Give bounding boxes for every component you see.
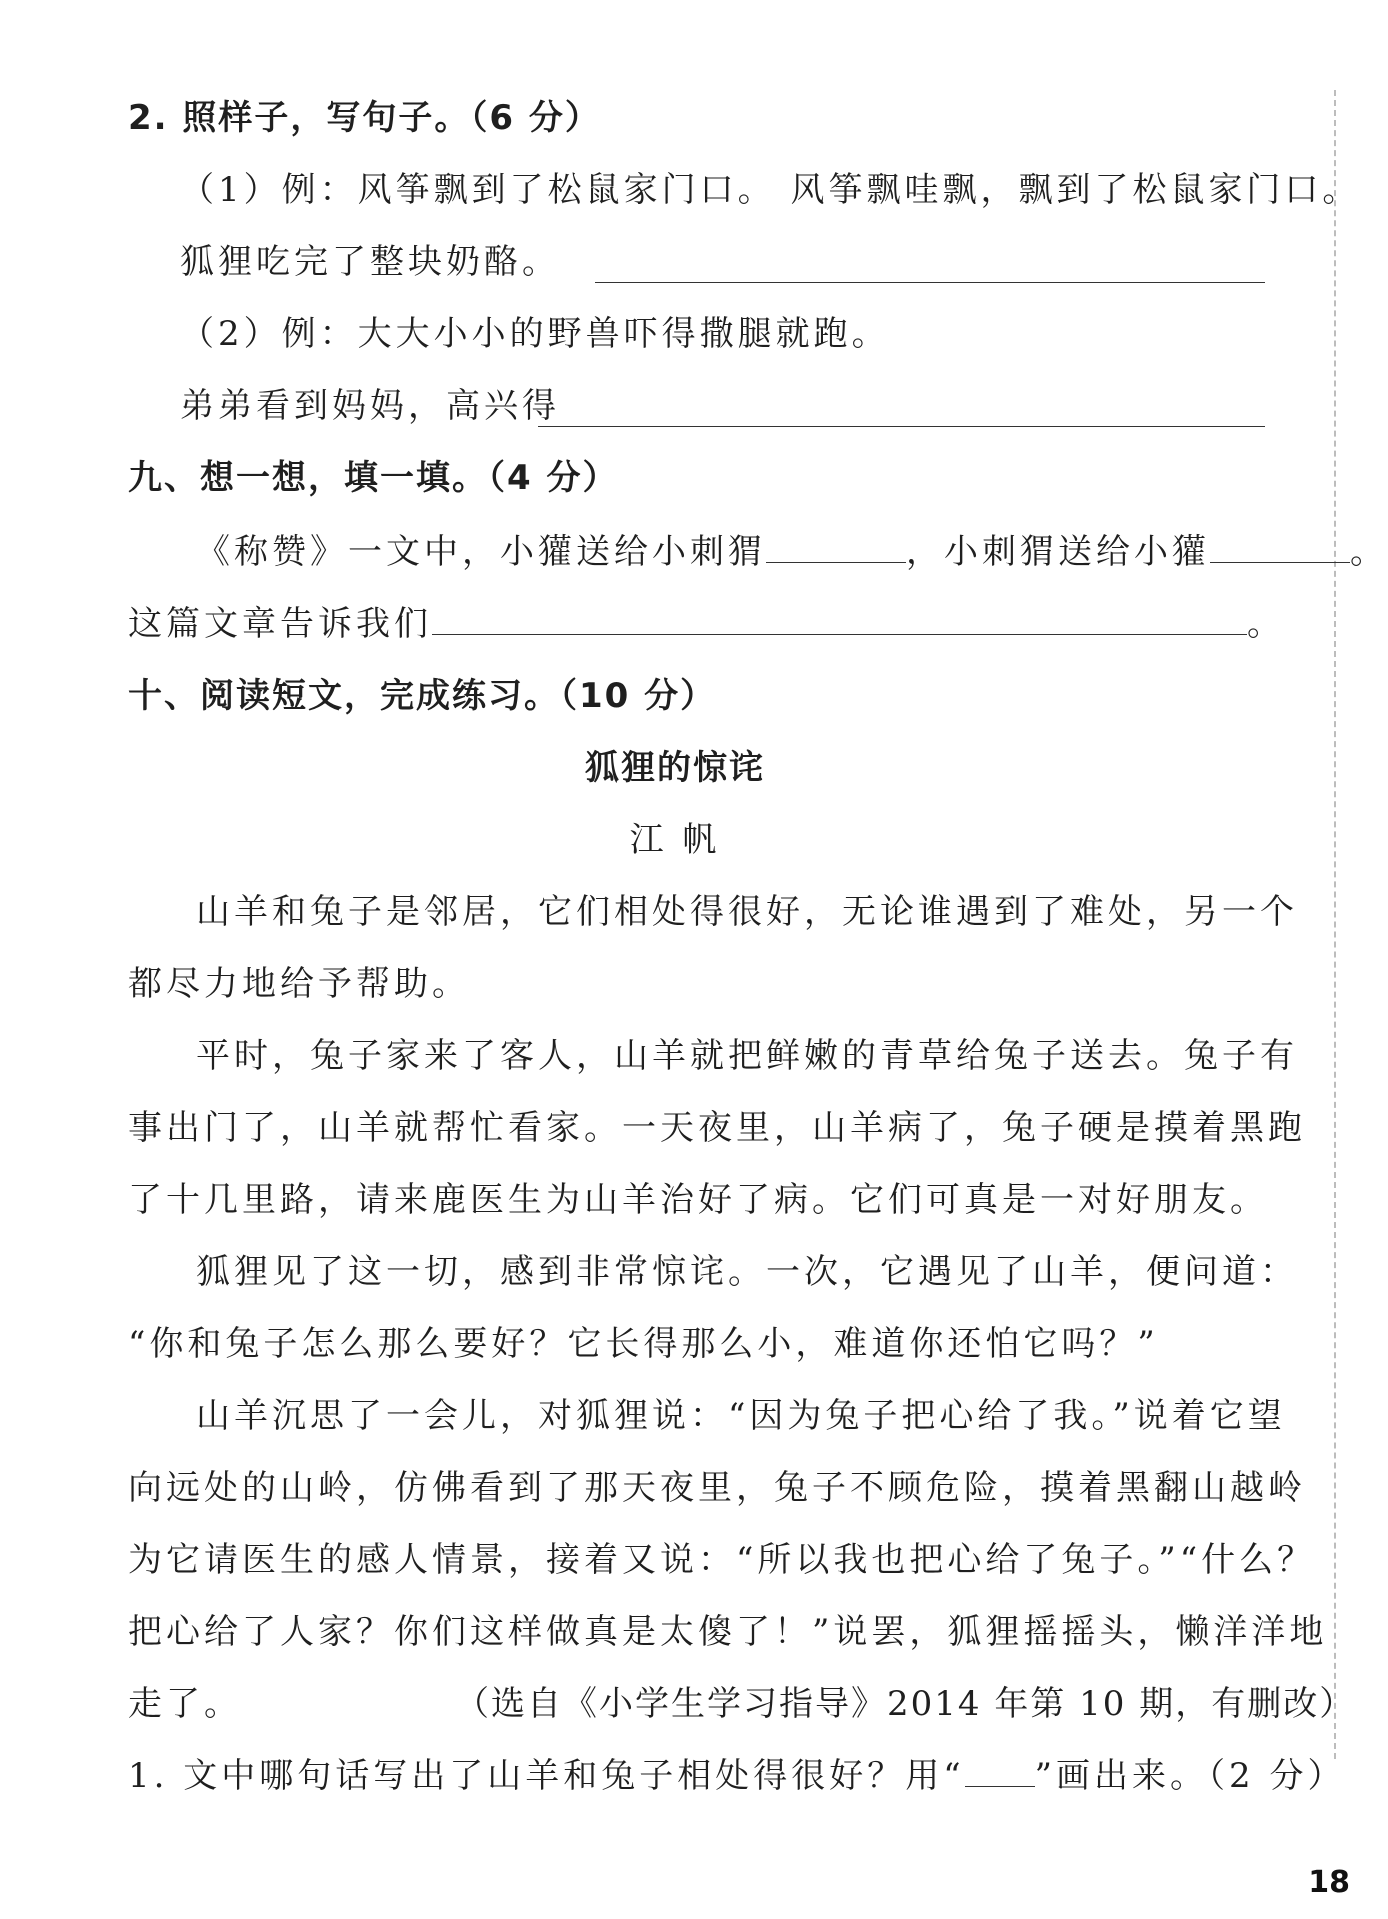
sec9-line1-text-b: ，小刺猬送给小獾 bbox=[906, 532, 1210, 572]
sec9-line1 bbox=[196, 530, 1388, 574]
q2-item1-prompt: 狐狸吃完了整块奶酪。 bbox=[180, 242, 560, 282]
passage-line: 狐狸见了这一切，感到非常惊诧。一次，它遇见了山羊，便问道： bbox=[196, 1252, 1298, 1292]
passage-line: 向远处的山岭，仿佛看到了那天夜里，兔子不顾危险，摸着黑翻山越岭 bbox=[128, 1468, 1306, 1508]
passage-line: 山羊和兔子是邻居，它们相处得很好，无论谁遇到了难处，另一个 bbox=[196, 892, 1298, 932]
passage-line: 走了。 bbox=[128, 1684, 242, 1724]
sec10-q1-text-b: ”画出来。（2 分） bbox=[1034, 1756, 1346, 1796]
margin-dashed-line bbox=[1334, 90, 1336, 1759]
passage-source: （选自《小学生学习指导》2014 年第 10 期，有删改） bbox=[455, 1684, 1356, 1724]
passage-line: 了十几里路，请来鹿医生为山羊治好了病。它们可真是一对好朋友。 bbox=[128, 1180, 1268, 1220]
page-number: 18 bbox=[1308, 1865, 1350, 1900]
sec9-line1-text-a: 《称赞》一文中，小獾送给小刺猬 bbox=[196, 532, 766, 572]
sec9-line2-text: 这篇文章告诉我们 bbox=[128, 604, 432, 644]
q2-item2-answer-line[interactable] bbox=[538, 426, 1265, 427]
q2-item1-answer-line[interactable] bbox=[595, 282, 1265, 283]
passage-title: 狐狸的惊诧 bbox=[585, 748, 765, 788]
q2-item2-prompt: 弟弟看到妈妈，高兴得 bbox=[180, 386, 560, 426]
q2-item1-example: （1）例：风筝飘到了松鼠家门口。 风筝飘哇飘，飘到了松鼠家门口。 bbox=[180, 170, 1361, 210]
passage-line: 为它请医生的感人情景，接着又说：“所以我也把心给了兔子。”“什么？ bbox=[128, 1540, 1316, 1580]
sec9-heading: 九、想一想，填一填。（4 分） bbox=[128, 458, 619, 498]
sec9-line1-end: 。 bbox=[1350, 532, 1388, 572]
sec9-blank-3[interactable] bbox=[432, 633, 1247, 635]
sec10-heading: 十、阅读短文，完成练习。（10 分） bbox=[128, 676, 717, 716]
sec9-line2 bbox=[128, 602, 1285, 646]
passage-line: 都尽力地给予帮助。 bbox=[128, 964, 470, 1004]
passage-line: 事出门了，山羊就帮忙看家。一天夜里，山羊病了，兔子硬是摸着黑跑 bbox=[128, 1108, 1306, 1148]
sec9-blank-2[interactable] bbox=[1210, 561, 1350, 563]
sec9-line2-end: 。 bbox=[1247, 604, 1285, 644]
passage-line: 平时，兔子家来了客人，山羊就把鲜嫩的青草给兔子送去。兔子有 bbox=[196, 1036, 1298, 1076]
q2-item2-example: （2）例：大大小小的野兽吓得撒腿就跑。 bbox=[180, 314, 890, 354]
sec10-q1-text-a: 1. 文中哪句话写出了山羊和兔子相处得很好？用“ bbox=[128, 1756, 965, 1796]
q2-heading: 2. 照样子，写句子。（6 分） bbox=[128, 98, 601, 138]
sec10-q1 bbox=[128, 1754, 1345, 1798]
passage-line: 山羊沉思了一会儿，对狐狸说：“因为兔子把心给了我。”说着它望 bbox=[196, 1396, 1286, 1436]
sec9-blank-1[interactable] bbox=[766, 561, 906, 563]
passage-author: 江 帆 bbox=[629, 820, 721, 860]
passage-line: 把心给了人家？你们这样做真是太傻了！”说罢，狐狸摇摇头，懒洋洋地 bbox=[128, 1612, 1328, 1652]
sec10-q1-underline-sample bbox=[965, 1785, 1035, 1787]
passage-line: “你和兔子怎么那么要好？它长得那么小，难道你还怕它吗？” bbox=[128, 1324, 1159, 1364]
